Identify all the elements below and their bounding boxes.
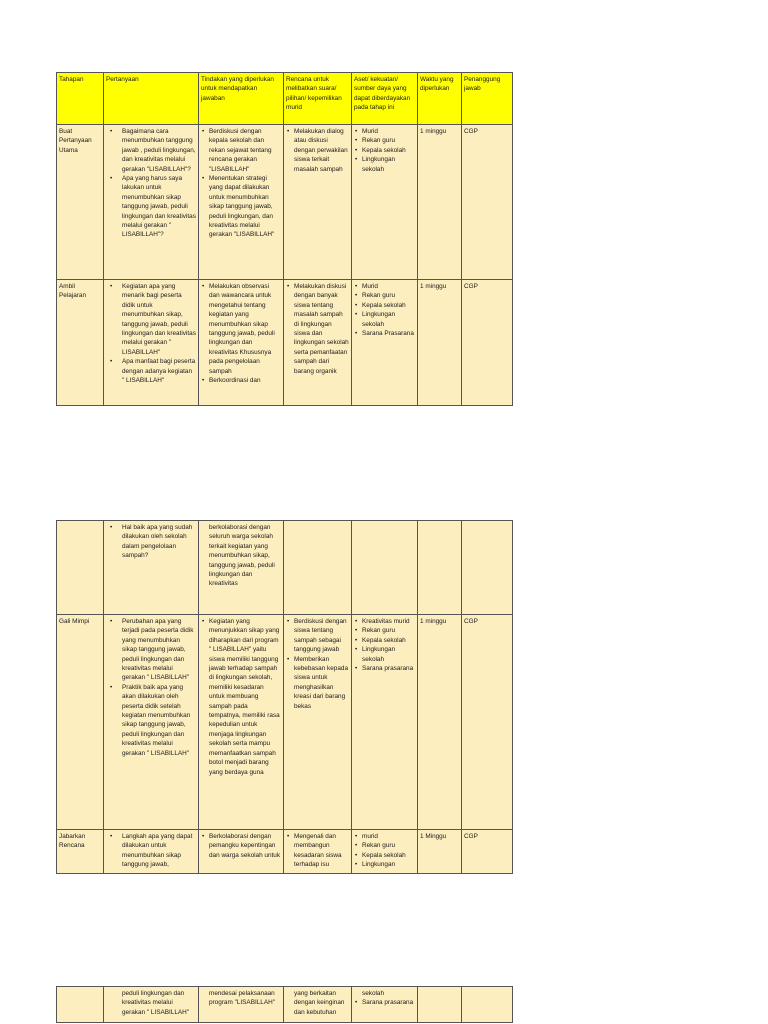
- assets-cell: [352, 987, 418, 1023]
- list-item: • Murid: [362, 282, 415, 291]
- list-item: • Lingkungan sekolah: [362, 155, 415, 174]
- list-item: • Rekan guru: [362, 291, 415, 300]
- time-cell: [418, 521, 462, 615]
- list-item: • Melakukan diskusi dengan banyak siswa tentang masalah sampah di lingkungan siswa dan lingkungan sekolah serta pemanfaatan sampah dari barang organik: [294, 282, 349, 376]
- list-item: • Kepala sekolah: [362, 636, 415, 645]
- plans-continued-text: yang berkaitan dengan keinginan dan kebutuhan: [294, 990, 345, 1016]
- stage-cell: Buat Pertanyaan Utama: [57, 125, 104, 280]
- list-item: • Bagaimana cara menumbuhkan tanggung jawab , peduli lingkungan, dan kreativitas melalui gerakan "LISABILLAH"?: [122, 127, 196, 174]
- pic-cell: CGP: [462, 615, 513, 830]
- questions-continued-text: peduli lingkungan dan kreativitas melalui gerakan " LISABILLAH": [122, 990, 190, 1016]
- header-tindakan: Tindakan yang diperlukan untuk mendapatkan jawaban: [199, 73, 284, 125]
- plans-cell: [284, 521, 352, 615]
- list-item: • Kegiatan apa yang menarik bagi peserta didik untuk menumbuhkan sikap, tanggung jawab, peduli lingkungan dan kreativitas melalui gerakan " LISABILLAH": [122, 282, 196, 357]
- list-item: • Kreativitas murid: [362, 617, 415, 626]
- list-item: • Lingkungan sekolah: [362, 310, 415, 329]
- plans-cell: [284, 280, 352, 406]
- list-item: • Praktik baik apa yang akan dilakukan oleh peserta didik setelah kegiatan menumbuhkan sikap tanggung jawab, peduli lingkungan dan kreativitas melalui gerakan " LISABILLAH": [122, 683, 196, 758]
- table-row: [57, 615, 513, 830]
- time-cell: 1 minggu: [418, 125, 462, 280]
- stage-cell: Gali Mimpi: [57, 615, 104, 830]
- plan-table-part-1: [56, 72, 513, 406]
- time-cell: [418, 987, 462, 1023]
- header-aset: Aset/ kekuatan/ sumber daya yang dapat diberdayakan pada tahap ini: [352, 73, 418, 125]
- table-row: [57, 521, 513, 615]
- list-item: • Kepala sekolah: [362, 146, 415, 155]
- list-item: • Melakukan observasi dan wawancara untuk mengetahui tentang kegiatan yang menumbuhkan sikap tanggung jawab, peduli lingkungan dan kreativitas Khususnya pada pengelolaan sampah: [209, 282, 281, 376]
- list-item: • Sarana prasarana: [362, 998, 415, 1007]
- actions-cell: [199, 830, 284, 874]
- assets-continued-text: sekolah: [362, 990, 385, 997]
- header-tahapan: Tahapan: [57, 73, 104, 125]
- list-item: • Memberikan kebebasan kepada siswa untuk menghasilkan kreasi dari barang bekas: [294, 655, 349, 711]
- list-item: • Rekan guru: [362, 136, 415, 145]
- list-item: • Berkoordinasi dan: [209, 376, 281, 385]
- list-item: • Sarana prasarana: [362, 664, 415, 673]
- stage-cell: Ambil Pelajaran: [57, 280, 104, 406]
- assets-cell: [352, 615, 418, 830]
- pic-cell: CGP: [462, 280, 513, 406]
- pic-cell: [462, 521, 513, 615]
- actions-continued-text: berkolaborasi dengan seluruh warga sekolah terkait kegiatan yang menumbuhkan sikap, tanggung jawab, peduli lingkungan dan kreativitas: [209, 524, 275, 588]
- header-waktu: Waktu yang diperlukan: [418, 73, 462, 125]
- pic-cell: CGP: [462, 125, 513, 280]
- list-item: • Hal baik apa yang sudah dilakukan oleh sekolah dalam pengelolaan sampah?: [122, 523, 196, 561]
- questions-cell: [104, 125, 199, 280]
- list-item: • Murid: [362, 127, 415, 136]
- stage-cell: [57, 987, 104, 1023]
- list-item: • Berdiskusi dengan siswa tentang sampah sebagai tanggung jawab: [294, 617, 349, 655]
- header-rencana: Rencana untuk melibatkan suara/ pilihan/ kepemilikan murid: [284, 73, 352, 125]
- table-header-row: [57, 73, 513, 125]
- questions-cell: [104, 521, 199, 615]
- plans-cell: [284, 830, 352, 874]
- actions-cell: [199, 280, 284, 406]
- assets-cell: [352, 521, 418, 615]
- assets-cell: [352, 830, 418, 874]
- list-item: • Berkolaborasi dengan pemangku kepentingan dan warga sekolah untuk: [209, 832, 281, 860]
- list-item: • Mengenali dan membangun kesadaran siswa terhadap isu: [294, 832, 349, 870]
- list-item: • Lingkungan: [362, 860, 415, 869]
- list-item: • Menentukan strategi yang dapat dilakukan untuk menumbuhkan sikap tanggung jawab, peduli lingkungan, dan kreativitas melalui gerakan "LISABILLAH": [209, 174, 281, 240]
- list-item: • Melakukan dialog atau diskusi dengan perwakilan siswa terkait masalah sampah: [294, 127, 349, 174]
- plans-cell: [284, 987, 352, 1023]
- stage-cell: Jabarkan Rencana: [57, 830, 104, 874]
- list-item: • murid: [362, 832, 415, 841]
- actions-cell: [199, 615, 284, 830]
- list-item: • Berdiskusi dengan kepala sekolah dan rekan sejawat tentang rencana gerakan "LISABILLAH": [209, 127, 281, 174]
- questions-cell: [104, 615, 199, 830]
- plan-table-part-2: [56, 520, 513, 874]
- time-cell: 1 Minggu: [418, 830, 462, 874]
- header-penanggung-jawab: Penanggung jawab: [462, 73, 513, 125]
- pic-cell: [462, 987, 513, 1023]
- list-item: • Sarana Prasarana: [362, 329, 415, 338]
- header-pertanyaan: Pertanyaan: [104, 73, 199, 125]
- list-item: • Kepala sekolah: [362, 301, 415, 310]
- list-item: • Rekan guru: [362, 841, 415, 850]
- stage-cell: [57, 521, 104, 615]
- list-item: • Apa manfaat bagi peserta dengan adanya kegiatan " LISABILLAH": [122, 357, 196, 385]
- actions-continued-text: mendesai pelaksanaan program "LISABILLAH": [209, 990, 275, 1007]
- table-row: [57, 987, 513, 1023]
- table-row: [57, 280, 513, 406]
- plans-cell: [284, 615, 352, 830]
- questions-cell: [104, 987, 199, 1023]
- list-item: • Lingkungan sekolah: [362, 645, 415, 664]
- actions-cell: [199, 521, 284, 615]
- plans-cell: [284, 125, 352, 280]
- list-item: • Apa yang harus saya lakukan untuk menumbuhkan sikap tanggung jawab, peduli lingkungan dan kreativitas melalui gerakan " LISABILLAH"?: [122, 174, 196, 240]
- time-cell: 1 minggu: [418, 615, 462, 830]
- actions-cell: [199, 987, 284, 1023]
- questions-cell: [104, 280, 199, 406]
- plan-table-part-3: [56, 986, 513, 1023]
- list-item: • Perubahan apa yang terjadi pada peserta didik yang menumbuhkan sikap tanggung jawab, peduli lingkungan dan kreativitas melalui gerakan " LISABILLAH": [122, 617, 196, 683]
- actions-cell: [199, 125, 284, 280]
- list-item: • Kegiatan yang menunjukkan sikap yang diharapkan dari program " LISABILLAH" yaitu siswa memiliki tanggung jawab terhadap sampah di lingkungan sekolah, memiliki kesadaran untuk membuang sampah pada tempatnya, memiliki rasa kepedulian untuk menjaga lingkungan sekolah serta mampu memanfaatkan sampah botol menjadi barang yang berdaya guna: [209, 617, 281, 777]
- assets-cell: [352, 125, 418, 280]
- table-row: [57, 830, 513, 874]
- list-item: • Kepala sekolah: [362, 851, 415, 860]
- list-item: • Rekan guru: [362, 626, 415, 635]
- table-row: [57, 125, 513, 280]
- pic-cell: CGP: [462, 830, 513, 874]
- time-cell: 1 minggu: [418, 280, 462, 406]
- assets-cell: [352, 280, 418, 406]
- questions-cell: [104, 830, 199, 874]
- list-item: • Langkah apa yang dapat dilakukan untuk menumbuhkan sikap tanggung jawab,: [122, 832, 196, 870]
